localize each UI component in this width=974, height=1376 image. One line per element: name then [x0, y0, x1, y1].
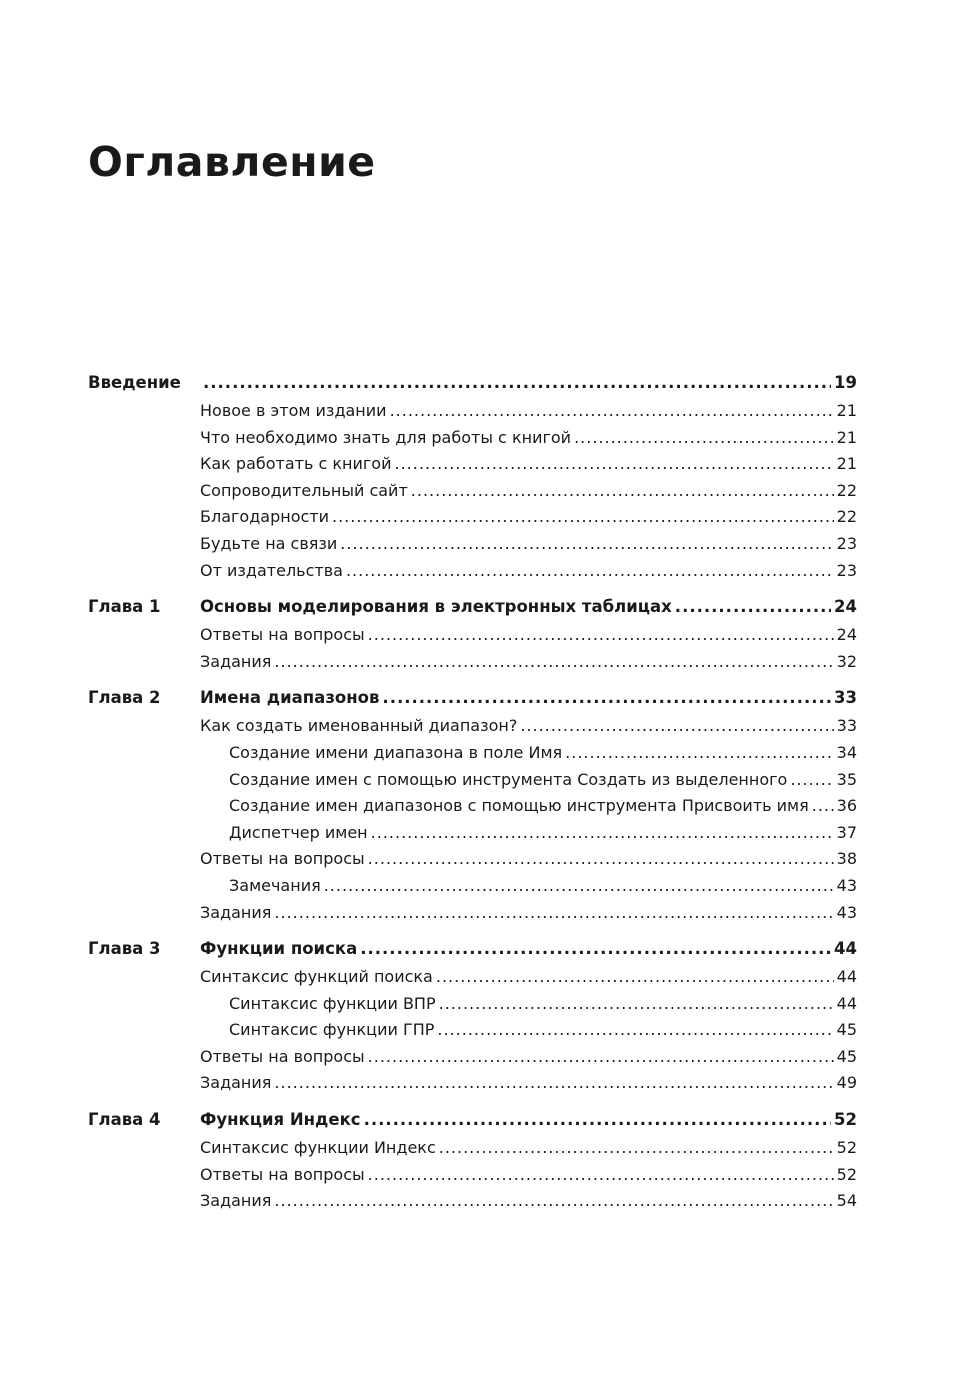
entry-title: Синтаксис функции ГПР: [229, 1020, 435, 1040]
toc-subsection[interactable]: [88, 820, 857, 847]
dot-leader: [382, 682, 831, 713]
page-number: 44: [834, 939, 857, 959]
page-number: 21: [836, 427, 857, 447]
page-number: 43: [836, 875, 857, 895]
entry-title: Синтаксис функции Индекс: [200, 1138, 436, 1158]
dot-leader: [436, 964, 834, 991]
entry-title: Ответы на вопросы: [200, 1164, 365, 1184]
entry-title: Ответы на вопросы: [200, 1046, 365, 1066]
toc-section[interactable]: [88, 713, 857, 740]
page-title: Оглавление: [88, 138, 376, 186]
dot-leader: [360, 933, 831, 964]
toc-section[interactable]: [88, 846, 857, 873]
toc-section[interactable]: [88, 649, 857, 676]
dot-leader: [520, 713, 833, 740]
toc-section[interactable]: [88, 1070, 857, 1097]
page-number: 52: [836, 1164, 857, 1184]
dot-leader: [324, 873, 834, 900]
page-number: 49: [836, 1073, 857, 1093]
page-number: 44: [836, 967, 857, 987]
chapter-label: Глава 4: [88, 1110, 161, 1130]
entry-title: Создание имен с помощью инструмента Создать из выделенного: [229, 769, 788, 789]
dot-leader: [565, 740, 833, 767]
entry-title: Как создать именованный диапазон?: [200, 716, 518, 736]
dot-leader: [574, 425, 834, 452]
dot-leader: [411, 478, 834, 505]
toc-chapter-heading[interactable]: [88, 933, 857, 964]
dot-leader: [368, 1044, 834, 1071]
toc-section[interactable]: [88, 398, 857, 425]
page-number: 24: [836, 625, 857, 645]
entry-title: Будьте на связи: [200, 533, 338, 553]
dot-leader: [368, 622, 834, 649]
page-number: 23: [836, 560, 857, 580]
entry-title: Задания: [200, 902, 272, 922]
dot-leader: [368, 846, 834, 873]
chapter-label: Глава 2: [88, 688, 161, 708]
toc-chapter-heading[interactable]: [88, 591, 857, 622]
page-number: 36: [836, 796, 857, 816]
toc-subsection[interactable]: [88, 991, 857, 1018]
toc-section[interactable]: [88, 478, 857, 505]
entry-title: Задания: [200, 1073, 272, 1093]
page-number: 54: [836, 1191, 857, 1211]
table-of-contents: [88, 367, 857, 1222]
entry-title: Ответы на вопросы: [200, 625, 365, 645]
dot-leader: [364, 1104, 831, 1135]
toc-section[interactable]: [88, 451, 857, 478]
page-number: 34: [836, 742, 857, 762]
entry-title: Задания: [200, 651, 272, 671]
chapter-label: Введение: [88, 373, 181, 392]
toc-subsection[interactable]: [88, 873, 857, 900]
toc-section[interactable]: [88, 964, 857, 991]
dot-leader: [346, 558, 834, 585]
toc-chapter: [88, 682, 857, 926]
entry-title: Что необходимо знать для работы с книгой: [200, 427, 572, 447]
toc-chapter: [88, 933, 857, 1097]
dot-leader: [675, 591, 831, 622]
dot-leader: [340, 531, 833, 558]
dot-leader: [371, 820, 834, 847]
toc-section[interactable]: [88, 1044, 857, 1071]
dot-leader: [390, 398, 834, 425]
chapter-title: Функции поиска: [200, 939, 358, 959]
toc-section[interactable]: [88, 425, 857, 452]
page-number: 52: [836, 1138, 857, 1158]
toc-section[interactable]: [88, 1162, 857, 1189]
page-number: 33: [836, 716, 857, 736]
dot-leader: [368, 1162, 834, 1189]
dot-leader: [274, 1070, 833, 1097]
page-number: 44: [836, 993, 857, 1013]
toc-subsection[interactable]: [88, 767, 857, 794]
chapter-title: Имена диапазонов: [200, 688, 380, 708]
dot-leader: [395, 451, 834, 478]
page-number: 38: [836, 849, 857, 869]
page-number: 19: [834, 373, 857, 392]
page-number: 52: [834, 1110, 857, 1130]
dot-leader: [274, 900, 833, 927]
page-number: 23: [836, 533, 857, 553]
dot-leader: [203, 367, 831, 398]
entry-title: Создание имен диапазонов с помощью инструмента Присвоить имя: [229, 796, 809, 816]
page-number: 22: [836, 507, 857, 527]
page-number: 45: [836, 1020, 857, 1040]
toc-chapter: [88, 591, 857, 675]
entry-title: Ответы на вопросы: [200, 849, 365, 869]
entry-title: Благодарности: [200, 507, 329, 527]
dot-leader: [439, 991, 834, 1018]
dot-leader: [437, 1017, 833, 1044]
toc-section[interactable]: [88, 504, 857, 531]
toc-subsection[interactable]: [88, 793, 857, 820]
entry-title: Новое в этом издании: [200, 401, 387, 420]
entry-title: Как работать с книгой: [200, 454, 392, 474]
toc-section[interactable]: [88, 900, 857, 927]
entry-title: Сопроводительный сайт: [200, 480, 408, 500]
toc-subsection[interactable]: [88, 1017, 857, 1044]
chapter-title: Функция Индекс: [200, 1110, 361, 1130]
dot-leader: [812, 793, 834, 820]
page-number: 21: [836, 454, 857, 474]
entry-title: Замечания: [229, 875, 321, 895]
entry-title: Диспетчер имен: [229, 822, 368, 842]
page-number: 24: [834, 597, 857, 617]
toc-section[interactable]: [88, 1188, 857, 1215]
toc-section[interactable]: [88, 1135, 857, 1162]
entry-title: От издательства: [200, 560, 343, 580]
chapter-label: Глава 1: [88, 597, 161, 617]
page-number: 22: [836, 480, 857, 500]
dot-leader: [332, 504, 834, 531]
chapter-label: Глава 3: [88, 939, 161, 959]
entry-title: Синтаксис функции ВПР: [229, 993, 436, 1013]
entry-title: Синтаксис функций поиска: [200, 967, 433, 987]
toc-section[interactable]: [88, 558, 857, 585]
chapter-title: Основы моделирования в электронных таблицах: [200, 597, 672, 617]
page-number: 33: [834, 688, 857, 708]
page-number: 37: [836, 822, 857, 842]
page-number: 45: [836, 1046, 857, 1066]
dot-leader: [274, 649, 833, 676]
toc-chapter-heading[interactable]: [88, 1104, 857, 1135]
page-number: 32: [836, 651, 857, 671]
toc-subsection[interactable]: [88, 740, 857, 767]
toc-chapter: [88, 1104, 857, 1215]
toc-chapter-heading[interactable]: [88, 367, 857, 398]
page-number: 21: [836, 401, 857, 420]
entry-title: Создание имени диапазона в поле Имя: [229, 742, 563, 762]
entry-title: Задания: [200, 1191, 272, 1211]
page-number: 43: [836, 902, 857, 922]
toc-section[interactable]: [88, 622, 857, 649]
toc-chapter: [88, 367, 857, 584]
dot-leader: [790, 767, 833, 794]
toc-section[interactable]: [88, 531, 857, 558]
page-number: 35: [836, 769, 857, 789]
dot-leader: [274, 1188, 833, 1215]
dot-leader: [439, 1135, 834, 1162]
toc-chapter-heading[interactable]: [88, 682, 857, 713]
